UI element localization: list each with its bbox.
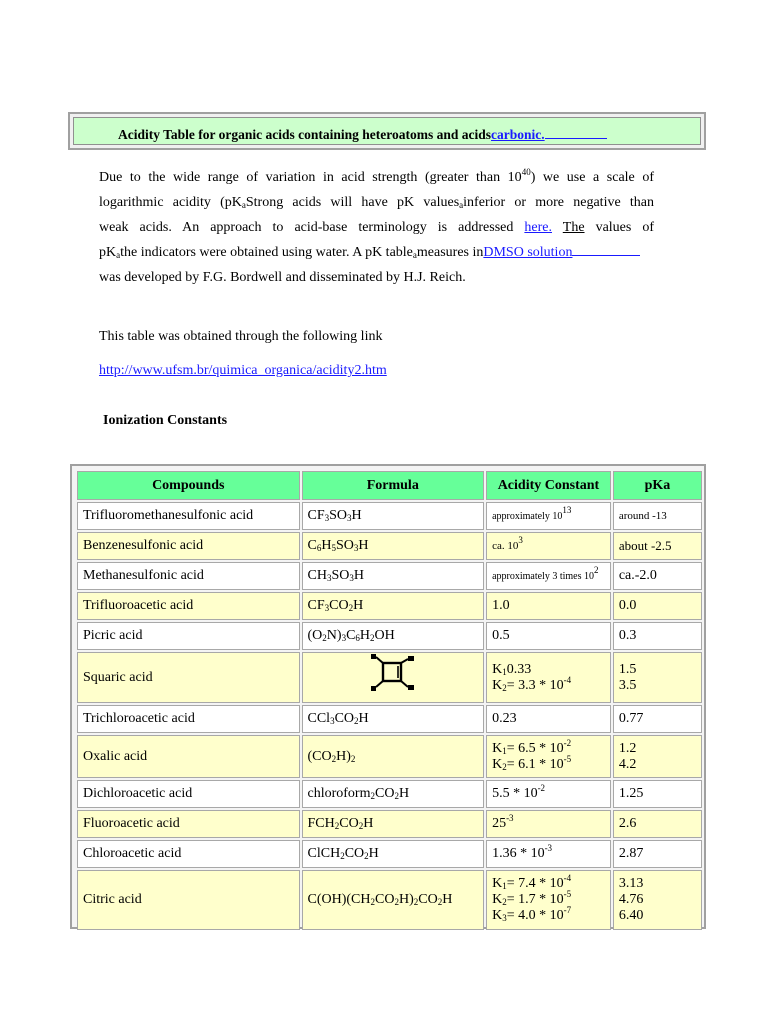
pka-cell: 2.6 — [613, 810, 702, 838]
squaric-acid-structure — [368, 653, 418, 697]
intro-line-1: Due to the wide range of variation in acid strength (greater than $10^{40}$) we use a scale of — [99, 167, 654, 185]
pka-cell: 0.0 — [613, 592, 702, 620]
header-pka: pKa — [613, 471, 702, 500]
compound-cell: Chloroacetic acid — [77, 840, 300, 868]
table-row — [77, 810, 702, 838]
acidity-constant-cell: 0.23 — [486, 705, 611, 733]
acidity-constant-cell: approximately 3 times $10^2$ — [486, 562, 611, 590]
here-link[interactable]: here. — [524, 220, 552, 235]
acidity-constant-cell: $K_1= 7.4 * 10^{-4}$ $K_2= 1.7 * 10^{-5}$ $K_3= 4.0 * 10^{-7}$ — [486, 870, 611, 930]
acidity-constant-cell: 1.0 — [486, 592, 611, 620]
intro-line-2: logarithmic acidity ($pK_aStrong$ acids will have pK values$_a$inferior or more negative than — [99, 195, 654, 210]
intro-line-3: weak acids. An approach to acid-base terminology is addressed here. The values of — [99, 220, 655, 235]
section-heading: Ionization Constants — [103, 413, 228, 428]
source-url-link[interactable]: http://www.ufsm.br/quimica_organica/acidity2.htm — [99, 363, 387, 378]
formula-cell: $C(OH)(CH_2CO_2H)_2CO_2H$ — [302, 870, 485, 930]
carbonic-link[interactable]: carbonic. — [491, 127, 545, 142]
formula-cell: $CH_3SO_3H$ — [302, 562, 485, 590]
formula-cell: $chloroform_2CO_2H$ — [302, 780, 485, 808]
header-formula: Formula — [302, 471, 485, 500]
compound-cell: Trifluoroacetic acid — [77, 592, 300, 620]
table-row — [77, 502, 702, 530]
acidity-constant-cell: $K_1= 6.5 * 10^{-2}$ $K_2= 6.1 * 10^{-5}$ — [486, 735, 611, 778]
intro-line-4: $pK_athe$ indicators were obtained using water. A pK table$_a$measures inDMSO solution — [99, 240, 654, 265]
compound-cell: Benzenesulfonic acid — [77, 532, 300, 560]
pka-cell: 1.5 3.5 — [613, 652, 702, 703]
table-row — [77, 705, 702, 733]
title-banner-inner — [73, 117, 701, 145]
header-acidity-constant: Acidity Constant — [486, 471, 611, 500]
acidity-constant-cell: ca. $10^3$ — [486, 532, 611, 560]
pka-cell: 0.3 — [613, 622, 702, 650]
pka-cell: 1.25 — [613, 780, 702, 808]
compound-cell: Squaric acid — [77, 652, 300, 703]
pka-cell: ca.-2.0 — [613, 562, 702, 590]
compound-cell: Trifluoromethanesulfonic acid — [77, 502, 300, 530]
page-title: Acidity Table for organic acids containing heteroatoms and acidscarbonic. — [118, 126, 607, 143]
formula-cell: $(CO_2H)_2$ — [302, 735, 485, 778]
dmso-link[interactable]: DMSO solution — [483, 245, 573, 260]
formula-cell: $CCl_3CO_2H$ — [302, 705, 485, 733]
compound-cell: Trichloroacetic acid — [77, 705, 300, 733]
acidity-constant-cell: $25^{-3}$ — [486, 810, 611, 838]
table-row — [77, 780, 702, 808]
formula-cell — [302, 652, 485, 703]
source-url-line — [99, 358, 654, 383]
formula-cell: $FCH_2CO_2H$ — [302, 810, 485, 838]
table-row — [77, 592, 702, 620]
intro-line-5: was developed by F.G. Bordwell and disseminated by H.J. Reich. — [99, 270, 466, 285]
table-row — [77, 870, 702, 930]
pka-cell: 0.77 — [613, 705, 702, 733]
acidity-table — [75, 469, 704, 932]
carbonic-link-underline — [545, 126, 607, 139]
acidity-constant-cell: $5.5 * 10^{-2}$ — [486, 780, 611, 808]
acidity-constant-cell: 0.5 — [486, 622, 611, 650]
pka-cell: 3.13 4.76 6.40 — [613, 870, 702, 930]
compound-cell: Methanesulfonic acid — [77, 562, 300, 590]
formula-cell: $CF_3CO_2H$ — [302, 592, 485, 620]
compound-cell: Citric acid — [77, 870, 300, 930]
table-row — [77, 562, 702, 590]
intro-paragraph — [99, 165, 654, 290]
compound-cell: Picric acid — [77, 622, 300, 650]
table-header-row — [77, 471, 702, 500]
formula-cell: $C_6H_5SO_3H$ — [302, 532, 485, 560]
acidity-constant-cell: approximately $10^{13}$ — [486, 502, 611, 530]
pka-cell: 2.87 — [613, 840, 702, 868]
compound-cell: Fluoroacetic acid — [77, 810, 300, 838]
compound-cell: Dichloroacetic acid — [77, 780, 300, 808]
acidity-constant-cell: $K_10.33$ $K_2= 3.3 * 10^{-4}$ — [486, 652, 611, 703]
pka-cell: about -2.5 — [613, 532, 702, 560]
table-row — [77, 622, 702, 650]
table-row — [77, 840, 702, 868]
source-text: This table was obtained through the following link — [99, 329, 383, 344]
header-compounds: Compounds — [77, 471, 300, 500]
pka-cell: 1.2 4.2 — [613, 735, 702, 778]
compound-cell: Oxalic acid — [77, 735, 300, 778]
formula-cell: $ClCH_2CO_2H$ — [302, 840, 485, 868]
table-row — [77, 532, 702, 560]
title-banner — [68, 112, 706, 150]
dmso-link-underline — [572, 243, 640, 256]
pka-cell: around -13 — [613, 502, 702, 530]
acidity-constant-cell: $1.36 * 10^{-3}$ — [486, 840, 611, 868]
formula-cell: $CF_3SO_3H$ — [302, 502, 485, 530]
formula-cell: $(O_2N)_3C_6H_2OH$ — [302, 622, 485, 650]
table-row — [77, 735, 702, 778]
table-row — [77, 652, 702, 703]
acidity-table-frame — [70, 464, 706, 929]
